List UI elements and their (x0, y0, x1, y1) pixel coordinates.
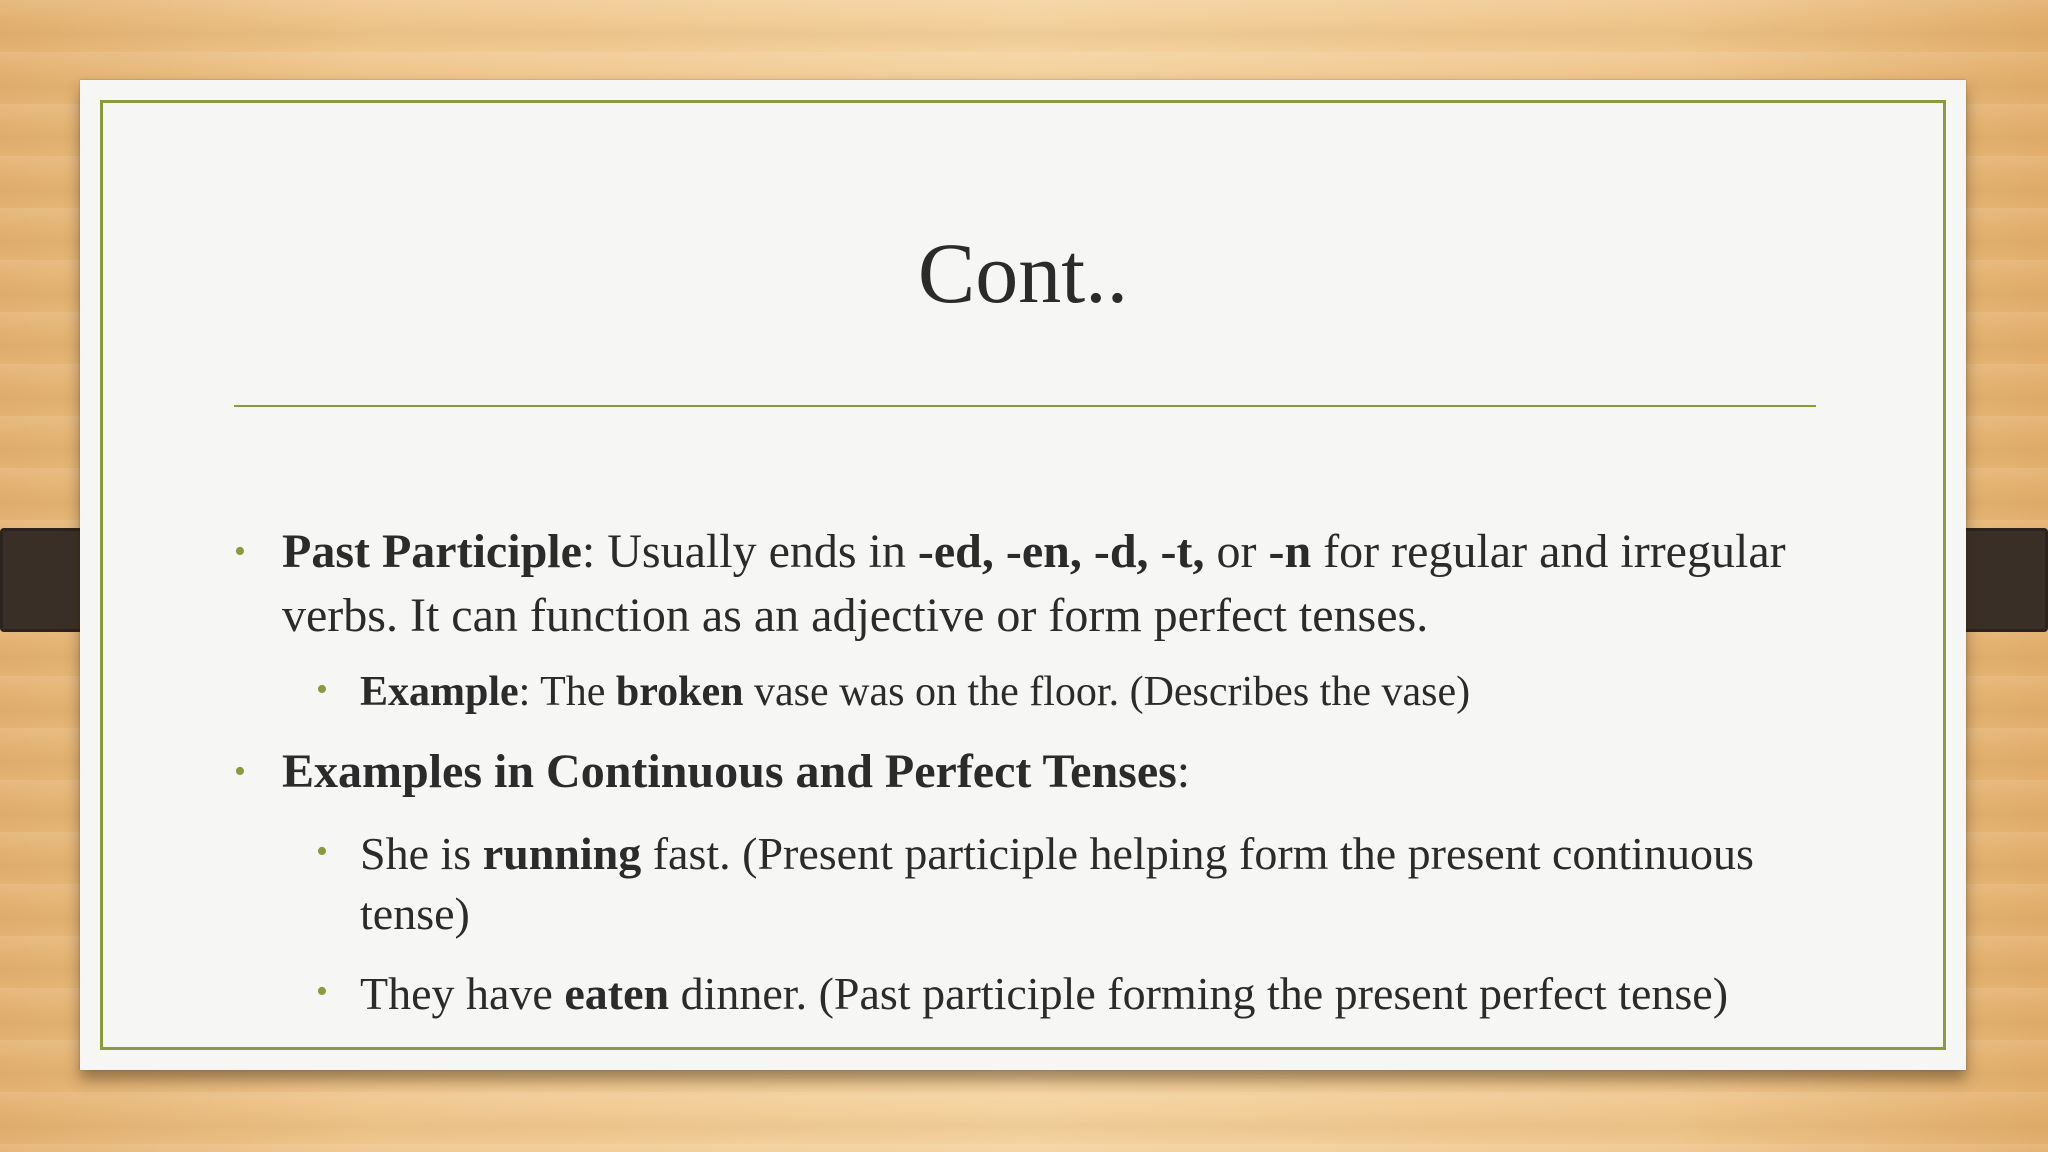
sub-bullet-running (234, 824, 1874, 944)
sub-bullet-text: dinner. (Past participle forming the present perfect tense) (669, 968, 1729, 1019)
slide-title: Cont.. (917, 225, 1129, 321)
sub-bullet-text: She is (360, 828, 483, 879)
bullet-text: : (1176, 745, 1191, 798)
bullet-examples-tenses (234, 740, 1874, 804)
bullet-dot-icon: • (316, 671, 328, 708)
sub-bullet-text: They have (360, 968, 565, 1019)
bullet-term: Past Participle (282, 525, 582, 578)
bullet-dot-icon: • (316, 833, 328, 870)
bullet-text: for regular and irregular verbs. It can function as an adjective or form perfect tenses. (282, 525, 1786, 642)
sub-bullet-keyword: running (482, 828, 642, 879)
bullet-term: Examples in Continuous and Perfect Tenses (282, 745, 1177, 798)
bullet-dot-icon: • (316, 973, 328, 1010)
bullet-list (234, 520, 1874, 1036)
sub-bullet-text: fast. (Present participle helping form the present continuous tense) (360, 828, 1754, 939)
bullet-suffixes: -ed, -en, -d, -t, (917, 525, 1205, 578)
sub-bullet-eaten (234, 964, 1874, 1024)
bullet-past-participle (234, 520, 1874, 648)
sub-bullet-text: vase was on the floor. (Describes the vase) (743, 669, 1471, 715)
bullet-dot-icon: • (234, 753, 246, 790)
bullet-text: : Usually ends in (581, 525, 918, 578)
slide (80, 80, 1966, 1070)
sub-bullet-keyword: broken (615, 669, 744, 715)
bullet-text: or (1204, 525, 1269, 578)
sub-bullet-example (234, 664, 1874, 720)
sub-bullet-text: : The (518, 669, 616, 715)
bullet-dot-icon: • (234, 533, 246, 570)
title-divider (234, 405, 1816, 407)
sub-bullet-keyword: eaten (564, 968, 670, 1019)
sub-bullet-term: Example (360, 669, 519, 715)
bullet-suffix-n: -n (1268, 525, 1312, 578)
